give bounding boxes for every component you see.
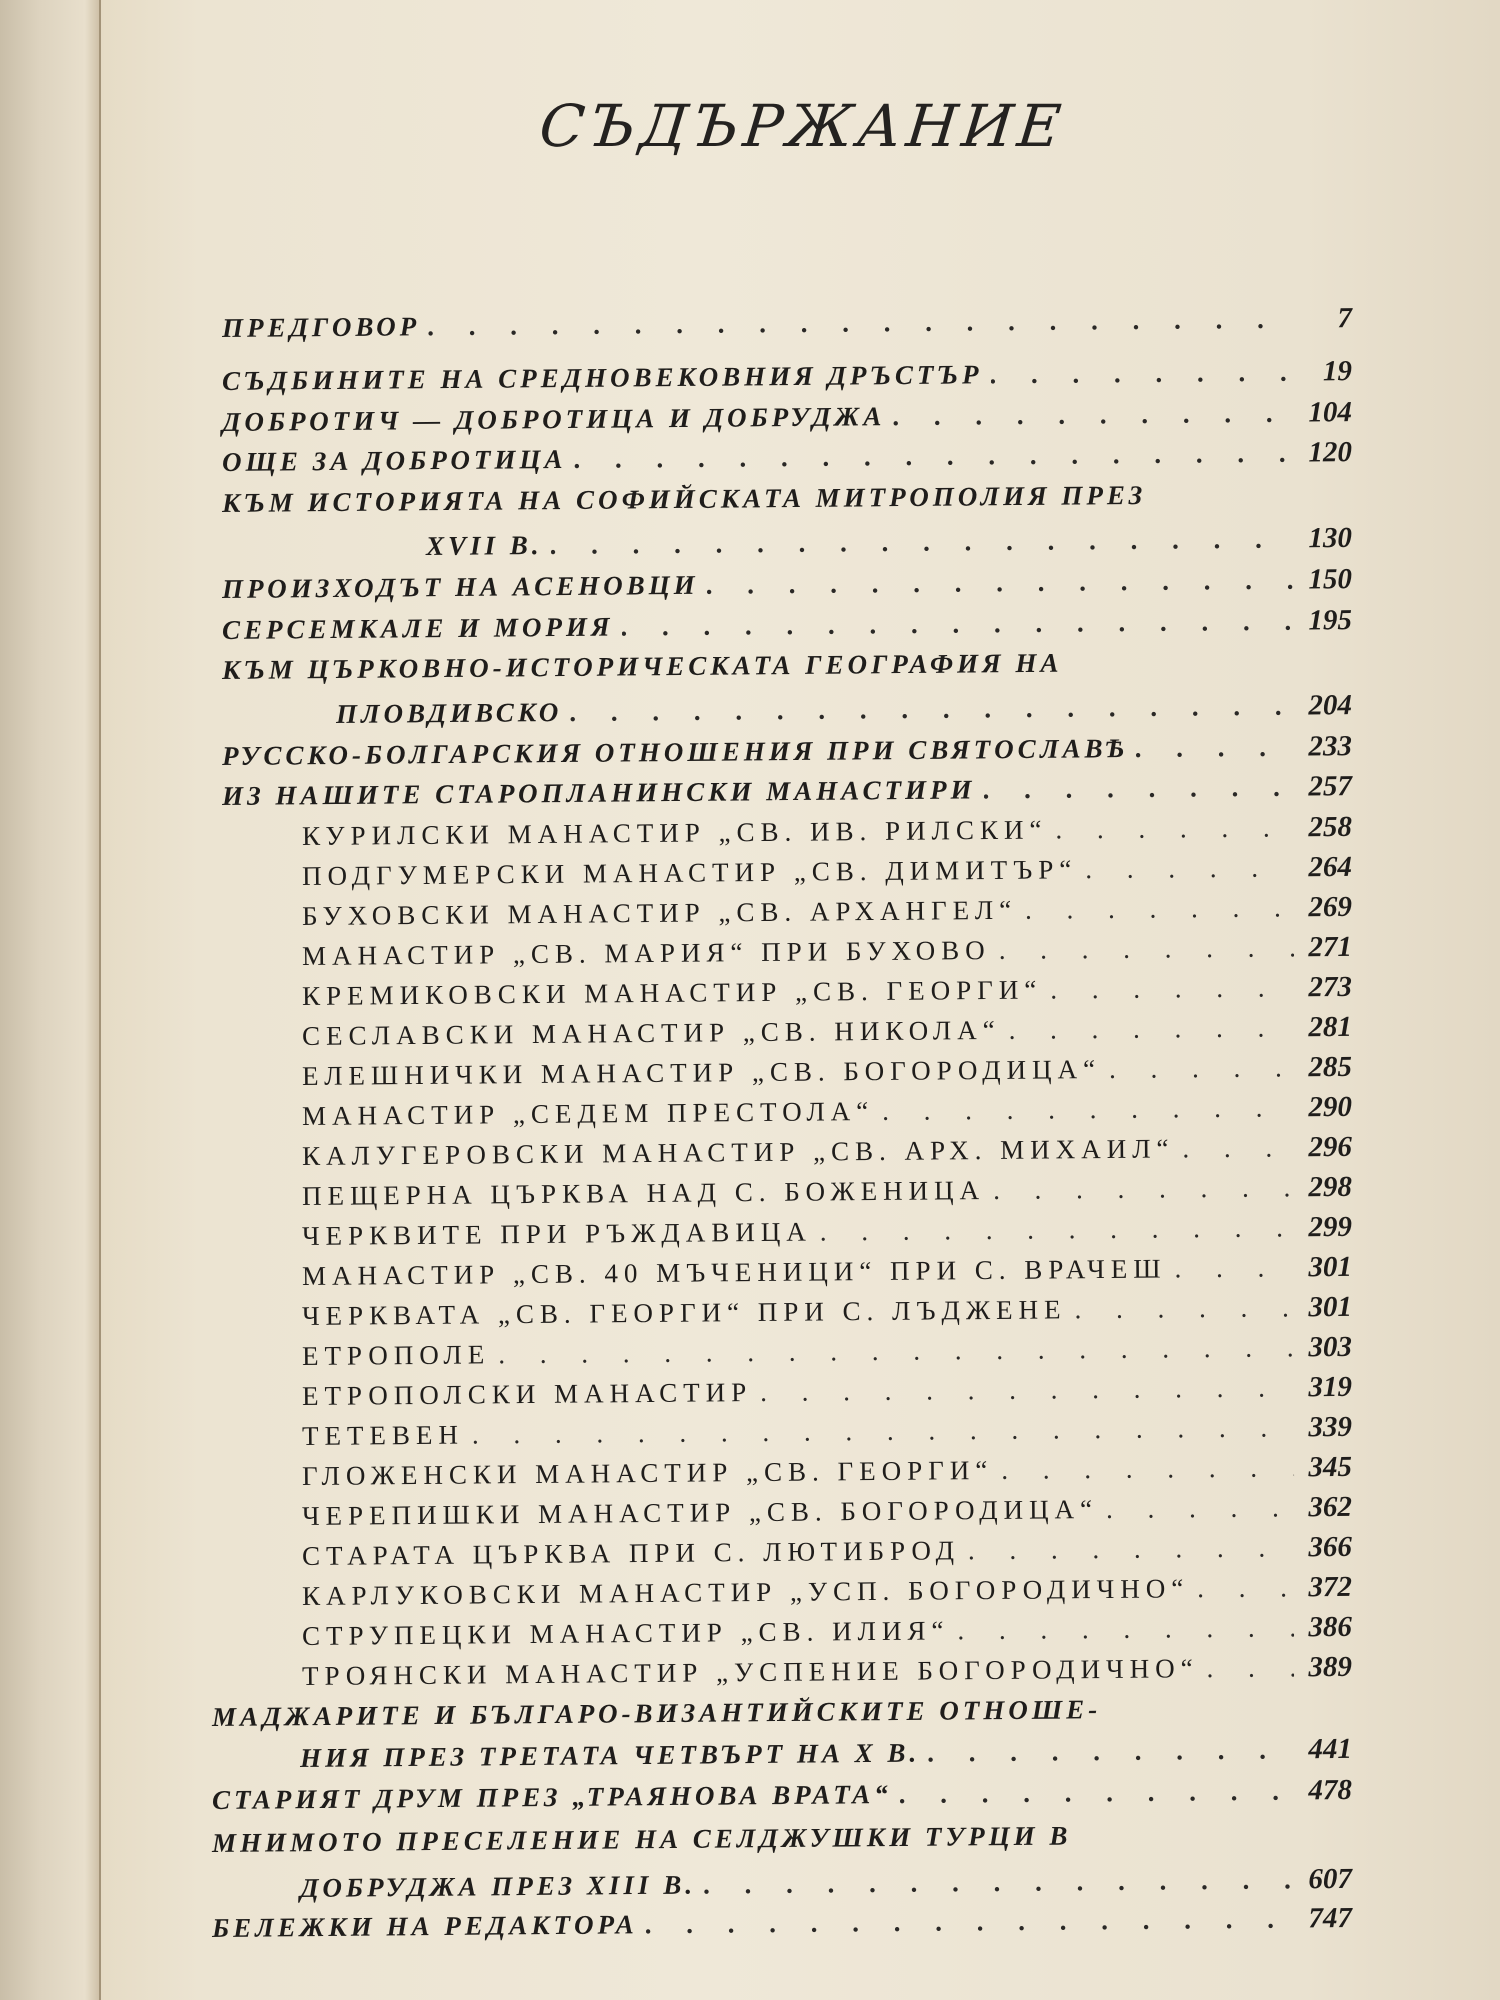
toc-entry: [302, 1171, 1352, 1213]
toc-entry: [302, 1451, 1352, 1493]
toc-entry-title: ПЛОВДИВСКО: [335, 697, 563, 729]
toc-entry: [302, 1011, 1352, 1053]
toc-entry-title: СЪДБИНИТЕ НА СРЕДНОВЕКОВНИЯ ДРЪСТЪР: [221, 359, 983, 396]
toc-leader-dots: [1197, 1572, 1294, 1604]
toc-entry-page: 339: [1308, 1410, 1353, 1444]
toc-leader-dots: [928, 1734, 1294, 1768]
toc-entry: [302, 1051, 1352, 1093]
toc-entry: [302, 1251, 1352, 1293]
toc-leader-dots: [574, 438, 1294, 475]
toc-entry-title: БУХОВСКИ МАНАСТИР „СВ. АРХАНГЕЛ“: [301, 894, 1018, 931]
toc-entry-title: ДОБРОТИЧ — ДОБРОТИЦА И ДОБРУДЖА: [221, 401, 886, 437]
toc-entry-title: КАРЛУКОВСКИ МАНАСТИР „УСП. БОГОРОДИЧНО“: [301, 1573, 1190, 1611]
toc-entry-page: 345: [1308, 1450, 1353, 1484]
toc-entry-page: 747: [1308, 1902, 1353, 1935]
toc-entry-page: 301: [1308, 1250, 1353, 1284]
toc-leader-dots: [1050, 972, 1294, 1005]
toc-entry-page: 104: [1308, 396, 1353, 429]
toc-entry: [222, 478, 1320, 519]
toc-entry: [302, 1371, 1352, 1413]
toc-entry-title: СТРУПЕЦКИ МАНАСТИР „СВ. ИЛИЯ“: [301, 1615, 950, 1651]
toc-entry-title: МАНАСТИР „СЕДЕМ ПРЕСТОЛА“: [301, 1096, 875, 1131]
toc-entry: [300, 1863, 1352, 1905]
toc-leader-dots: [983, 772, 1294, 806]
toc-entry-title: МНИМОТО ПРЕСЕЛЕНИЕ НА СЕЛДЖУШКИ ТУРЦИ В: [211, 1820, 1072, 1858]
toc-entry: [302, 1611, 1352, 1653]
toc-entry-title: ТЕТЕВЕН: [301, 1419, 465, 1451]
toc-entry-title: ПЕЩЕРНА ЦЪРКВА НАД С. БОЖЕНИЦА: [301, 1175, 986, 1211]
page-title: СЪДЪРЖАНИЕ: [536, 92, 1069, 160]
toc-entry: [302, 891, 1352, 933]
toc-entry-page: 296: [1308, 1130, 1353, 1164]
toc-entry-title: СТАРИЯТ ДРУМ ПРЕЗ „ТРАЯНОВА ВРАТА“: [211, 1779, 892, 1815]
toc-entry-title: ПОДГУМЕРСКИ МАНАСТИР „СВ. ДИМИТЪР“: [301, 854, 1078, 891]
toc-entry: [212, 1774, 1352, 1817]
toc-entry-title: КАЛУГЕРОВСКИ МАНАСТИР „СВ. АРХ. МИХАИЛ“: [301, 1133, 1175, 1171]
toc-entry: [222, 645, 1320, 686]
toc-entry-title: ЧЕРЕПИШКИ МАНАСТИР „СВ. БОГОРОДИЦА“: [301, 1494, 1099, 1531]
toc-leader-dots: [893, 398, 1294, 432]
toc-entry-title: ЕЛЕШНИЧКИ МАНАСТИР „СВ. БОГОРОДИЦА“: [301, 1054, 1102, 1091]
toc-leader-dots: [472, 1412, 1294, 1450]
toc-leader-dots: [646, 1904, 1295, 1941]
toc-entry: [212, 1693, 1300, 1733]
toc-entry: [222, 604, 1352, 647]
toc-leader-dots: [704, 1864, 1294, 1900]
toc-leader-dots: [1136, 732, 1295, 764]
toc-entry-title: ГЛОЖЕНСКИ МАНАСТИР „СВ. ГЕОРГИ“: [301, 1454, 994, 1491]
toc-entry-title: ТРОЯНСКИ МАНАСТИР „УСПЕНИЕ БОГОРОДИЧНО“: [301, 1653, 1199, 1691]
toc-leader-dots: [621, 606, 1294, 643]
toc-entry-page: 478: [1308, 1774, 1353, 1807]
toc-entry: [222, 396, 1352, 439]
toc-entry-page: 299: [1308, 1210, 1353, 1244]
toc-leader-dots: [1182, 1132, 1294, 1164]
toc-leader-dots: [1001, 1452, 1294, 1486]
toc-entry-page: 130: [1308, 521, 1353, 555]
toc-entry-title: ЧЕРКВИТЕ ПРИ РЪЖДАВИЦА: [301, 1216, 812, 1251]
toc-entry-title: НИЯ ПРЕЗ ТРЕТАТА ЧЕТВЪРТ НА X В.: [299, 1737, 921, 1773]
toc-leader-dots: [957, 1612, 1294, 1646]
toc-leader-dots: [1074, 1292, 1294, 1325]
toc-entry-title: МАДЖАРИТЕ И БЪЛГАРО-ВИЗАНТИЙСКИТЕ ОТНОШЕ-: [211, 1694, 1102, 1732]
toc-leader-dots: [1206, 1652, 1294, 1684]
toc-entry: [222, 730, 1352, 773]
toc-entry-page: 195: [1308, 604, 1353, 637]
toc-entry-page: 441: [1308, 1732, 1353, 1766]
toc-leader-dots: [882, 1092, 1294, 1127]
toc-entry: [222, 770, 1352, 813]
toc-entry-page: 257: [1308, 770, 1353, 803]
toc-entry: [222, 355, 1352, 398]
toc-entry-page: 372: [1308, 1570, 1353, 1604]
toc-entry: [302, 1131, 1352, 1173]
toc-entry: [302, 1531, 1352, 1573]
toc-leader-dots: [1055, 812, 1294, 845]
toc-leader-dots: [498, 1332, 1294, 1370]
toc-entry: [302, 811, 1352, 853]
toc-leader-dots: [899, 1776, 1294, 1810]
toc-leader-dots: [1106, 1492, 1294, 1525]
toc-entry: [302, 1291, 1352, 1333]
toc-entry-page: 607: [1308, 1862, 1353, 1896]
toc-entry-title: РУССКО-БОЛГАРСКИЯ ОТНОШЕНИЯ ПРИ СВЯТОСЛАВѢ: [221, 733, 1128, 771]
toc-leader-dots: [968, 1532, 1294, 1566]
toc-entry-title: СЕСЛАВСКИ МАНАСТИР „СВ. НИКОЛА“: [301, 1014, 1001, 1051]
toc-entry-page: 303: [1308, 1330, 1353, 1364]
toc-entry: [212, 1902, 1352, 1945]
toc-entry: [426, 522, 1352, 563]
toc-entry-page: 120: [1308, 436, 1353, 469]
toc-entry: [302, 931, 1352, 973]
toc-leader-dots: [993, 1172, 1294, 1206]
toc-entry-page: 7: [1337, 302, 1353, 335]
toc-entry: [212, 1819, 1300, 1859]
toc-entry-title: ОЩЕ ЗА ДОБРОТИЦА: [221, 443, 567, 477]
toc-leader-dots: [707, 565, 1295, 601]
toc-entry-page: 271: [1308, 930, 1353, 964]
toc-entry-title: КРЕМИКОВСКИ МАНАСТИР „СВ. ГЕОРГИ“: [301, 974, 1043, 1011]
toc-entry-title: СЕРСЕМКАЛЕ И МОРИЯ: [221, 611, 614, 645]
toc-entry-title: ДОБРУДЖА ПРЕЗ XIII В.: [299, 1869, 697, 1903]
toc-leader-dots: [550, 523, 1294, 560]
toc-entry: [302, 1331, 1352, 1373]
toc-entry-title: МАНАСТИР „СВ. 40 МЪЧЕНИЦИ“ ПРИ С. ВРАЧЕШ: [301, 1253, 1167, 1291]
toc-entry: [302, 851, 1352, 893]
toc-entry-page: 301: [1308, 1290, 1353, 1324]
toc-entry: [222, 436, 1352, 479]
toc-entry-title: XVII В.: [425, 529, 543, 561]
toc-entry-page: 273: [1308, 970, 1353, 1004]
toc-entry-title: КЪМ ЦЪРКОВНО-ИСТОРИЧЕСКАТА ГЕОГРАФИЯ НА: [221, 647, 1063, 685]
toc-entry-page: 19: [1322, 355, 1353, 388]
toc-leader-dots: [1008, 1012, 1294, 1045]
toc-entry-page: 389: [1308, 1650, 1353, 1684]
toc-entry-page: 281: [1308, 1010, 1353, 1044]
toc-entry-page: 290: [1308, 1090, 1353, 1124]
toc-entry: [302, 1651, 1352, 1693]
toc-entry: [336, 689, 1352, 731]
toc-leader-dots: [999, 932, 1294, 966]
toc-entry-page: 264: [1308, 850, 1353, 884]
toc-entry-title: БЕЛЕЖКИ НА РЕДАКТОРА: [211, 1909, 638, 1943]
toc-leader-dots: [1109, 1052, 1294, 1085]
toc-leader-dots: [1174, 1252, 1294, 1284]
toc-entry-page: 319: [1308, 1370, 1353, 1404]
toc-entry-title: ЧЕРКВАТА „СВ. ГЕОРГИ“ ПРИ С. ЛЪДЖЕНЕ: [301, 1294, 1067, 1331]
toc-entry-title: КУРИЛСКИ МАНАСТИР „СВ. ИВ. РИЛСКИ“: [301, 814, 1048, 851]
toc-leader-dots: [570, 691, 1294, 728]
toc-entry-title: ЕТРОПОЛСКИ МАНАСТИР: [301, 1377, 753, 1411]
toc-entry-page: 386: [1308, 1610, 1353, 1644]
toc-entry-title: МАНАСТИР „СВ. МАРИЯ“ ПРИ БУХОВО: [301, 934, 991, 971]
toc-entry-title: СТАРАТА ЦЪРКВА ПРИ С. ЛЮТИБРОД: [301, 1535, 961, 1571]
toc-entry-title: ЕТРОПОЛЕ: [301, 1339, 491, 1371]
toc-entry: [302, 1211, 1352, 1253]
toc-entry-title: ИЗ НАШИТЕ СТАРОПЛАНИНСКИ МАНАСТИРИ: [221, 774, 976, 811]
toc-leader-dots: [760, 1372, 1294, 1408]
toc-entry: [222, 563, 1352, 606]
toc-entry-page: 285: [1308, 1050, 1353, 1084]
toc-leader-dots: [820, 1212, 1294, 1247]
toc-leader-dots: [428, 304, 1294, 343]
toc-entry: [302, 1091, 1352, 1133]
toc-entry-page: 233: [1308, 730, 1353, 763]
toc-entry: [302, 1491, 1352, 1533]
toc-entry-title: ПРОИЗХОДЪТ НА АСЕНОВЦИ: [221, 569, 699, 604]
toc-leader-dots: [1085, 852, 1294, 885]
toc-entry-page: 298: [1308, 1170, 1353, 1204]
toc-entry: [302, 971, 1352, 1013]
toc-entry-page: 366: [1308, 1530, 1353, 1564]
toc-leader-dots: [990, 357, 1294, 391]
toc-entry: [302, 1571, 1352, 1613]
toc-entry-page: 269: [1308, 890, 1353, 924]
toc-entry-title: ПРЕДГОВОР: [221, 311, 421, 343]
toc-entry-page: 362: [1308, 1490, 1353, 1524]
toc-entry: [300, 1733, 1352, 1775]
toc-entry-page: 150: [1308, 563, 1353, 596]
toc-entry: [302, 1411, 1352, 1453]
toc-entry-title: КЪМ ИСТОРИЯТА НА СОФИЙСКАТА МИТРОПОЛИЯ ПРЕЗ: [221, 479, 1147, 518]
toc-entry-page: 204: [1308, 689, 1353, 722]
toc-entry: [222, 302, 1352, 345]
toc-entry-page: 258: [1308, 810, 1353, 844]
toc-leader-dots: [1025, 892, 1294, 925]
